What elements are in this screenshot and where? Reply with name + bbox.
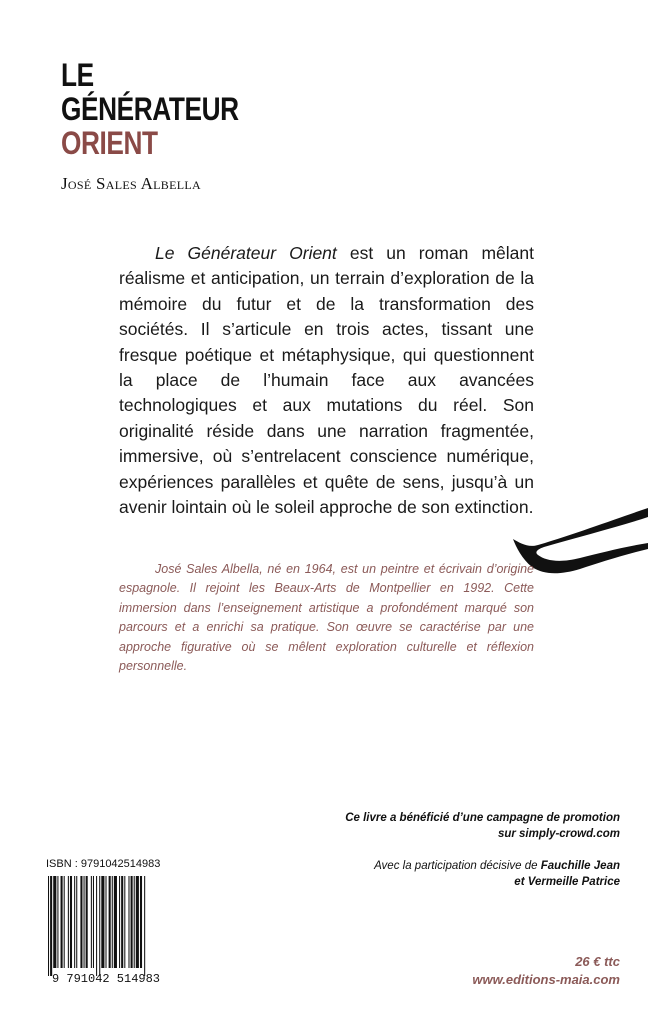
barcode-bar [136, 876, 139, 968]
barcode-bar [70, 876, 72, 968]
barcode-bar [124, 876, 125, 968]
promo-campaign [345, 810, 620, 842]
barcode-bar [84, 876, 85, 968]
barcode-bar [99, 876, 100, 976]
barcode-bar [121, 876, 123, 968]
barcode-bar [91, 876, 92, 968]
barcode-bar [57, 876, 58, 968]
barcode-bar [80, 876, 82, 968]
participation-prefix: Avec la participation décisive de [374, 860, 541, 872]
barcode-bar [50, 876, 52, 976]
barcode-bar [61, 876, 63, 968]
barcode [44, 876, 168, 986]
barcode-bar [144, 876, 145, 976]
participation-join: et [514, 876, 528, 888]
participant-name-1: Fauchille Jean [540, 860, 620, 872]
title-line-1: LE [61, 57, 94, 93]
title-line-2: GÉNÉRATEUR [61, 91, 239, 127]
publisher-website: www.editions-maia.com [472, 972, 620, 987]
author-name: José Sales Albella [61, 174, 201, 193]
isbn-label: ISBN : 9791042514983 [46, 858, 161, 870]
synopsis-book-title: Le Générateur Orient [155, 243, 337, 263]
barcode-bar [134, 876, 135, 968]
barcode-bar [74, 876, 75, 968]
barcode-bar [53, 876, 56, 968]
barcode-bar [76, 876, 77, 968]
barcode-bar [96, 876, 97, 976]
author-bio: José Sales Albella, né en 1964, est un peintre et écrivain d’origine espagnole. Il rejoint les Beaux-Arts de Montpellier en 1992. Cette immersion dans l’enseignement artistique a profondément marqué son parcours et a enrichi sa pratique. Son œuvre se caractérise par une approche figurative où se mêlent exploration culturelle et réflexion personnelle. [119, 562, 534, 674]
barcode-bar [112, 876, 113, 968]
barcode-bar [101, 876, 104, 968]
barcode-bar [131, 876, 133, 968]
promo-line-1: Ce livre a bénéficié d’une campagne de promotion [345, 812, 620, 824]
synopsis [119, 241, 534, 520]
participant-name-2: Vermeille Patrice [527, 876, 620, 888]
barcode-bar [140, 876, 142, 968]
promo-participation [374, 858, 620, 890]
barcode-bars [48, 876, 145, 976]
title-line-3: ORIENT [61, 125, 158, 161]
barcode-bar [48, 876, 49, 976]
barcode-bar [86, 876, 88, 968]
barcode-bar [93, 876, 94, 968]
barcode-bar [109, 876, 111, 968]
barcode-bar [68, 876, 69, 968]
barcode-bar [128, 876, 129, 968]
barcode-bar [64, 876, 65, 968]
price: 26 € ttc [575, 954, 620, 969]
promo-line-2: sur simply-crowd.com [497, 828, 620, 840]
barcode-bar [105, 876, 106, 968]
barcode-bar [114, 876, 117, 968]
barcode-digits: 9 791042 514983 [51, 972, 161, 986]
synopsis-text: est un roman mêlant réalisme et anticipation, un terrain d’exploration de la mémoire du futur et de la transformation des sociétés. Il s’articule en trois actes, tissant une fresque poétique et métaphysique, qui questionnent la place de l’humain face aux avancées technologiques et aux mutations du réel. Son originalité réside dans une narration fragmentée, immersive, où s’entrelacent conscience numérique, expériences parallèles et quête de sens, jusqu’à un avenir lointain où le soleil approche de son extinction. [119, 243, 535, 518]
barcode-bar [119, 876, 120, 968]
